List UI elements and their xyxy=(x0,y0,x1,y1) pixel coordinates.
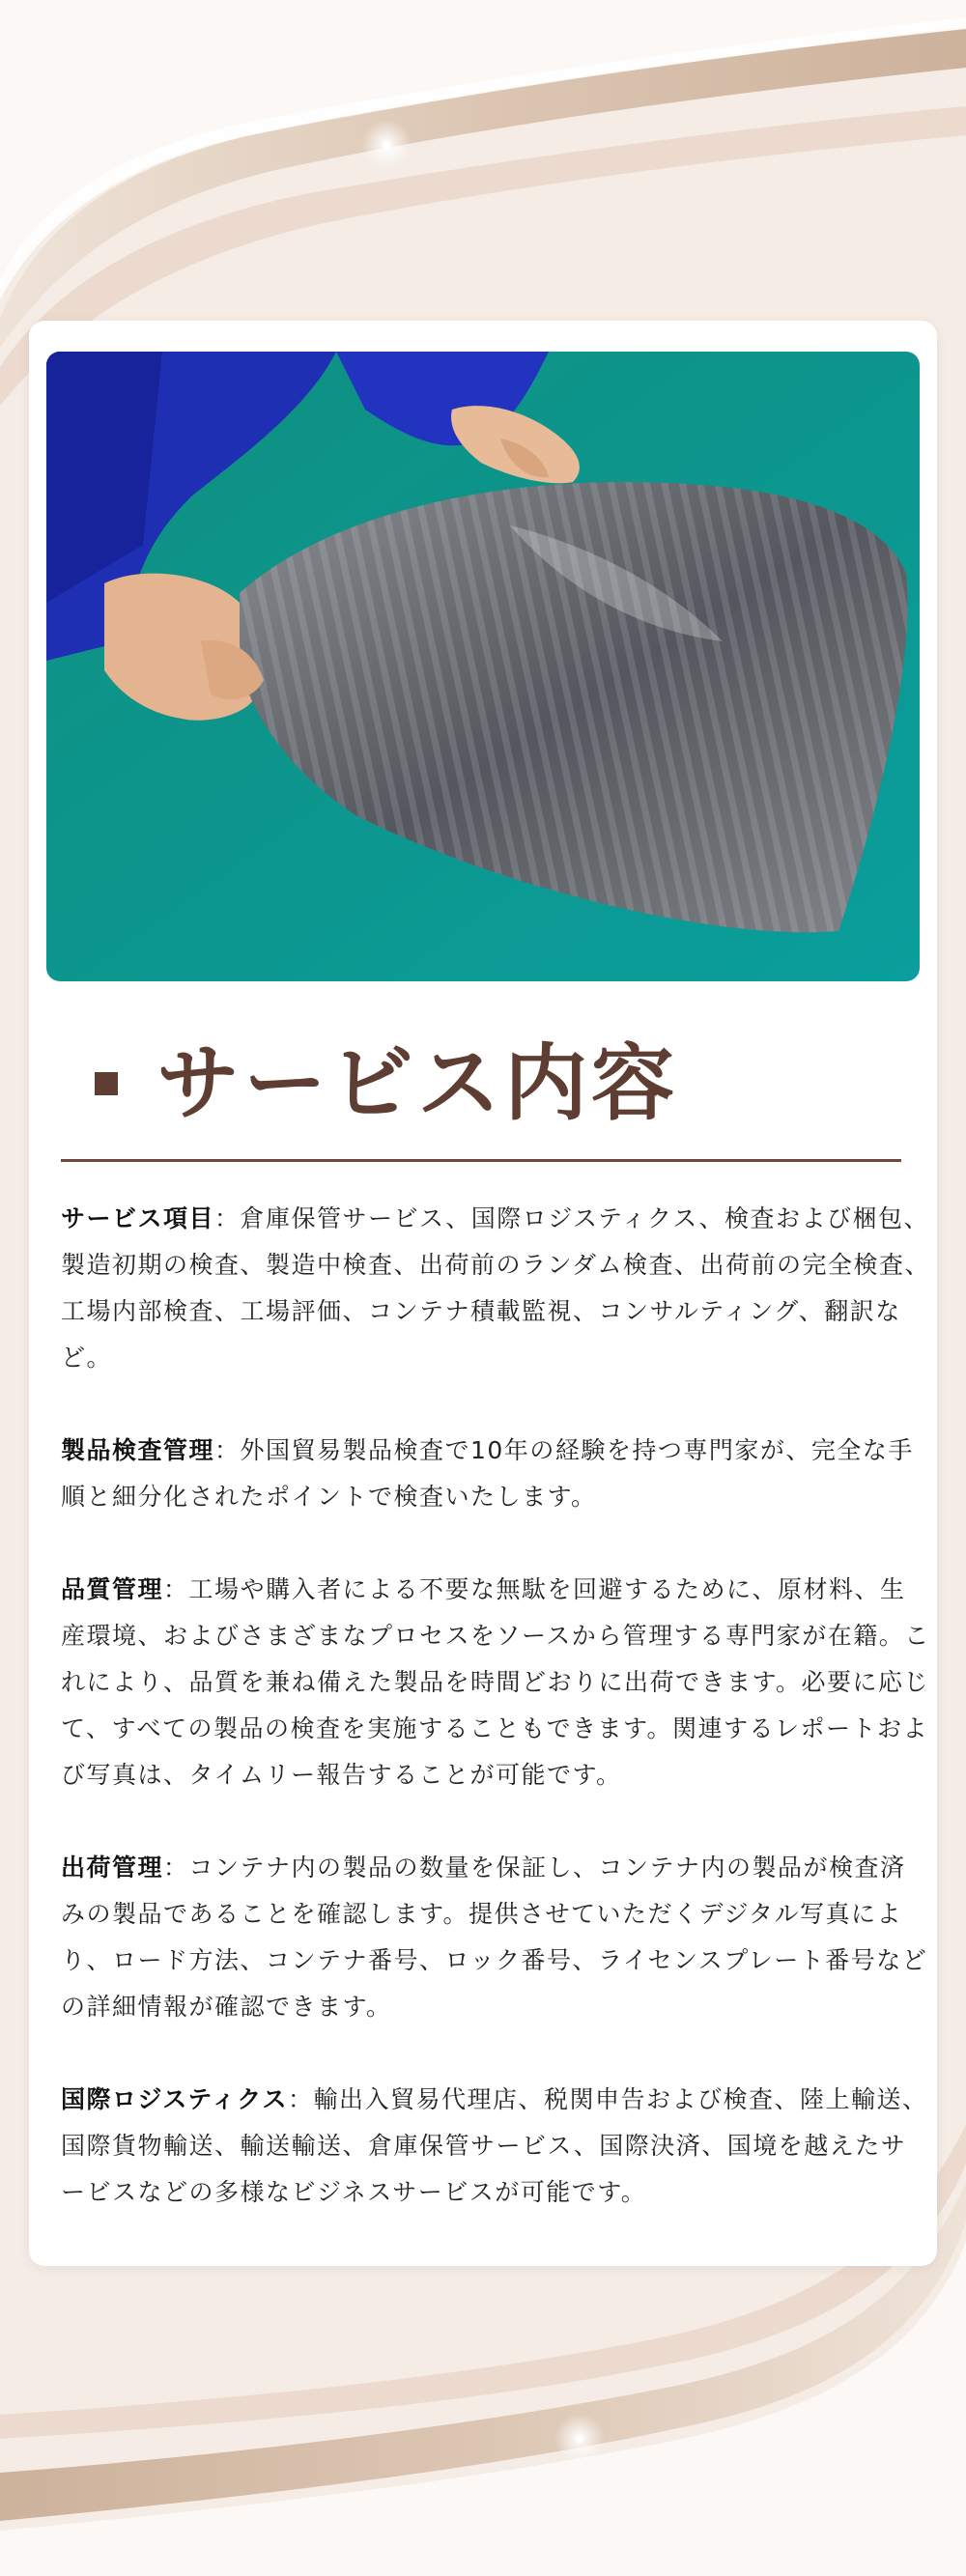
section-service-items xyxy=(61,1196,930,1381)
section-text: ：倉庫保管サービス、国際ロジスティクス、検査および梱包、製造初期の検査、製造中検査、出荷前のランダム検査、出荷前の完全検査、工場内部検査、工場評価、コンテナ積載監視、コンサルティング、翻訳など。 xyxy=(61,1204,931,1372)
page-title: サービス内容 xyxy=(156,1035,678,1132)
section-text: ：コンテナ内の製品の数量を保証し、コンテナ内の製品が検査済みの製品であることを確認します。提供させていただくデジタル写真により、ロード方法、コンテナ番号、ロック番号、ライセンスプレート番号などの詳細情報が確認できます。 xyxy=(61,1854,928,2021)
photo-packing-sweater-icon xyxy=(46,352,920,981)
section-label: 国際ロジスティクス xyxy=(61,2085,289,2113)
section-heading xyxy=(95,1026,906,1142)
section-text: ：工場や購入者による不要な無駄を回避するために、原材料、生産環境、およびさまざまなプロセスをソースから管理する専門家が在籍。これにより、品質を兼ね備えた製品を時間どおりに出荷できます。必要に応じて、すべての製品の検査を実施することもできます。関連するレポートおよび写真は、タイムリー報告することが可能です。 xyxy=(61,1575,930,1789)
section-text: ：輸出入貿易代理店、税関申告および検査、陸上輸送、国際貨物輸送、輸送輸送、倉庫保管サービス、国際決済、国境を越えたサービスなどの多様なビジネスサービスが可能です。 xyxy=(61,2085,928,2206)
section-label: サービス項目 xyxy=(61,1204,215,1232)
section-label: 出荷管理 xyxy=(61,1854,164,1882)
section-quality-control xyxy=(61,1567,930,1798)
section-product-inspection xyxy=(61,1428,930,1520)
service-sections xyxy=(61,1196,935,2262)
heading-divider xyxy=(61,1159,901,1162)
section-label: 製品検査管理 xyxy=(61,1436,215,1464)
section-international-logistics xyxy=(61,2077,930,2216)
hero-photo xyxy=(46,352,920,981)
section-shipping-management xyxy=(61,1845,930,2030)
section-text: ：外国貿易製品検査で10年の経験を持つ専門家が、完全な手順と細分化されたポイントで検査いたします。 xyxy=(61,1436,914,1511)
square-bullet-icon xyxy=(95,1072,118,1095)
section-label: 品質管理 xyxy=(61,1575,164,1603)
